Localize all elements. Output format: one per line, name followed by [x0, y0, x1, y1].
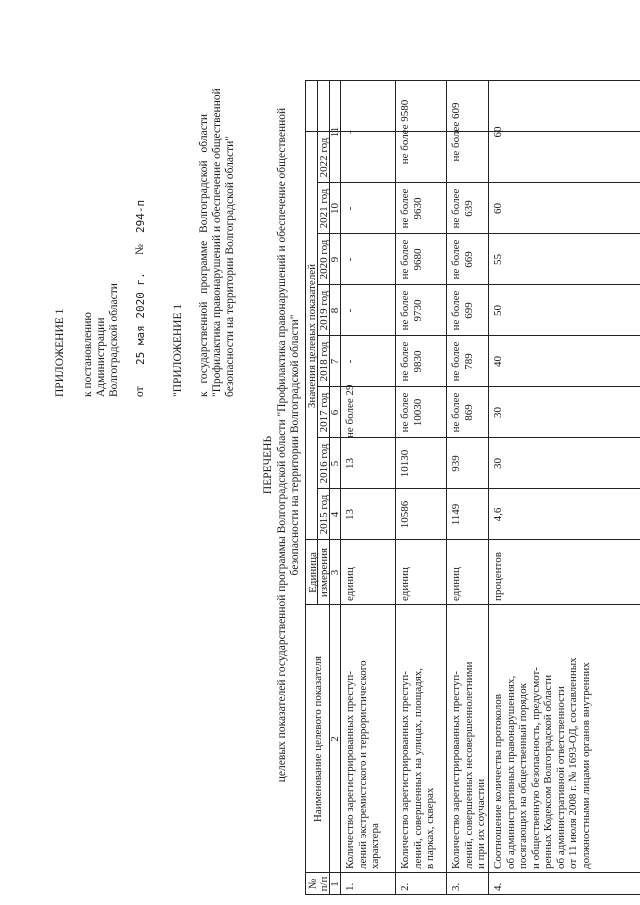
value-cell: 55: [492, 254, 504, 265]
col-number: 2: [329, 736, 341, 742]
year-header-2016: 2016 год: [318, 443, 330, 484]
value-cell: -: [344, 130, 356, 134]
year-header-2020: 2020 год: [318, 239, 330, 280]
value-cell: -: [344, 257, 356, 262]
row-number: 1.: [344, 882, 356, 891]
header-unit-line-2: измерения: [318, 547, 330, 598]
value-cell: не более 869: [450, 392, 475, 433]
row-number: 2.: [399, 882, 411, 891]
value-cell: не более 639: [450, 188, 475, 229]
value-cell: 13: [344, 509, 356, 520]
value-cell: 939: [450, 455, 462, 472]
value-cell: не более 609: [450, 102, 462, 162]
value-cell: 10130: [399, 449, 411, 478]
year-header-2017: 2017 год: [318, 392, 330, 433]
year-header-2019: 2019 год: [318, 290, 330, 331]
value-cell: не более 699: [450, 290, 475, 331]
year-header-2021: 2021 год: [318, 188, 330, 229]
indicator-name: Количество зарегистрированных преступ- лений экстремистского и террористического характера: [344, 660, 381, 869]
value-cell: не более 29: [344, 384, 356, 438]
unit-cell: единиц: [450, 567, 462, 601]
resolution-line-3: Волгоградской области: [108, 283, 120, 397]
list-subtitle-line-2: безопасности на территории Волгоградской области": [289, 314, 301, 576]
value-cell: 13: [344, 458, 356, 469]
value-cell: не более 9830: [399, 341, 424, 382]
value-cell: 60: [492, 203, 504, 214]
value-cell: 4,6: [492, 507, 504, 522]
value-cell: 30: [492, 407, 504, 418]
list-title: ПЕРЕЧЕНЬ: [262, 435, 274, 495]
header-values-group: Значения целевых показателей: [306, 263, 318, 409]
attachment-title: ПРИЛОЖЕНИЕ 1: [54, 308, 66, 397]
header-indicator-name: Наименование целевого показателя: [312, 655, 324, 823]
resolution-number-prefix: №: [134, 244, 146, 255]
value-cell: не более 789: [450, 341, 475, 382]
value-cell: не более 9680: [399, 239, 424, 280]
col-number: 9: [329, 256, 341, 263]
appendix-line-2: "Профилактика правонарушений и обеспечение общественной: [211, 88, 223, 397]
resolution-date-prefix: от: [134, 386, 146, 397]
row-number: 4.: [492, 882, 504, 891]
col-number: 8: [329, 307, 341, 314]
col-number: 6: [329, 409, 341, 416]
unit-cell: единиц: [399, 567, 411, 601]
year-header-2022: 2022 год: [318, 137, 330, 178]
value-cell: -: [344, 308, 356, 313]
resolution-line-2: Администрации: [95, 317, 107, 397]
col-number: 1: [329, 881, 341, 887]
row-number: 3.: [450, 882, 462, 891]
value-cell: не более 9630: [399, 188, 424, 229]
col-number: 4: [329, 511, 341, 518]
value-cell: 1149: [450, 503, 462, 526]
col-number: 5: [329, 460, 341, 467]
appendix-title: "ПРИЛОЖЕНИЕ 1: [172, 303, 184, 397]
resolution-line-1: к постановлению: [82, 312, 94, 397]
value-cell: 40: [492, 356, 504, 367]
value-cell: 50: [492, 305, 504, 316]
col-number: 3: [329, 569, 341, 576]
value-cell: не более 9580: [399, 99, 411, 165]
list-subtitle-line-1: целевых показателей государственной программы Волгоградской области "Профилактика правонарушений и обеспечение общественной: [276, 107, 288, 783]
unit-cell: единиц: [344, 567, 356, 601]
col-number: 10: [329, 203, 341, 214]
indicator-name: Соотношение количества протоколов об административных правонарушениях, посягающих на общественный порядок и общественную безопасность, предусмот- ренных Кодексом Волгоградской области об административной ответственности от 11 июля 2008 г. № 1693-ОД, составленных должностными лицами органов внутренних: [492, 657, 592, 869]
value-cell: 30: [492, 458, 504, 469]
indicator-name: Количество зарегистрированных преступ- лений, совершенных на улицах, площадях, в парках, скверах: [399, 667, 436, 869]
header-num-line-1: №: [307, 878, 319, 890]
year-header-2015: 2015 год: [318, 494, 330, 535]
year-header-2018: 2018 год: [318, 341, 330, 382]
col-number: 11: [329, 126, 341, 138]
unit-cell: процентов: [492, 552, 504, 601]
indicator-name: Количество зарегистрированных преступ- лений, совершенных несовершеннолетними и при их соучастии: [450, 661, 487, 869]
value-cell: -: [344, 206, 356, 211]
value-cell: не более 9730: [399, 290, 424, 331]
value-cell: 60: [492, 126, 504, 138]
appendix-line-1: к государственной программе Волгоградской области: [198, 114, 210, 397]
resolution-number: 294-п: [134, 199, 147, 233]
value-cell: 10586: [399, 500, 411, 529]
value-cell: -: [344, 359, 356, 364]
value-cell: не более 10030: [399, 392, 424, 433]
header-num-line-2: п/п: [318, 876, 330, 892]
value-cell: не более 669: [450, 239, 475, 280]
resolution-date: 25 мая 2020 г.: [134, 272, 147, 365]
col-number: 7: [329, 358, 341, 365]
appendix-line-3: безопасности на территории Волгоградской области": [224, 136, 236, 397]
header-unit-line-1: Единица: [307, 552, 319, 593]
